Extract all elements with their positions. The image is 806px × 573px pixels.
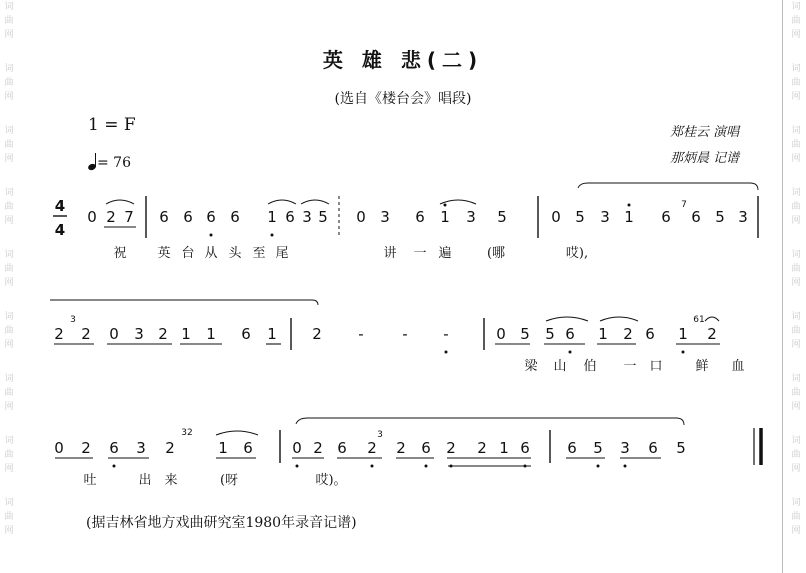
note: 6 — [183, 208, 193, 226]
octave-dot — [450, 465, 453, 468]
watermark-char: 网 — [791, 154, 801, 164]
lyric-syllable: 一 — [623, 359, 637, 374]
note: 1 — [624, 208, 634, 226]
octave-dot — [624, 465, 627, 468]
note: 2 — [367, 439, 377, 457]
watermark-char: 网 — [4, 340, 14, 350]
watermark-char: 词 — [4, 374, 14, 384]
lyric-syllable: 来 — [164, 473, 178, 488]
note: 7 — [124, 208, 134, 226]
note: 6 — [285, 208, 295, 226]
note: 6 — [567, 439, 577, 457]
lyric-syllable: 梁 — [524, 359, 538, 374]
watermark-char: 网 — [791, 92, 801, 102]
watermark-char: 词 — [4, 312, 14, 322]
note: 5 — [715, 208, 725, 226]
watermark-char: 网 — [791, 402, 801, 412]
watermark-char: 词 — [4, 126, 14, 136]
watermark-char: 曲 — [4, 512, 14, 522]
note: 6 — [520, 439, 530, 457]
slur-arc — [546, 317, 588, 321]
note: 1 — [440, 208, 450, 226]
time-signature-bottom: 4 — [54, 221, 66, 239]
note: 3 — [738, 208, 748, 226]
watermark-char: 曲 — [791, 16, 801, 26]
grace-note: 61 — [693, 315, 705, 325]
slur-arc — [600, 317, 638, 321]
watermark-char: 曲 — [4, 388, 14, 398]
lyric-syllable: 遍 — [438, 246, 452, 261]
watermark-char: 曲 — [791, 326, 801, 336]
watermark-char: 网 — [4, 464, 14, 474]
grace-note: 32 — [181, 428, 193, 438]
lyric-syllable: 鲜 — [695, 359, 709, 374]
watermark-char: 网 — [4, 216, 14, 226]
note: 6 — [648, 439, 658, 457]
note: 2 — [707, 325, 717, 343]
note: 2 — [313, 439, 323, 457]
note: 3 — [134, 325, 144, 343]
lyric-syllable: 出 — [138, 473, 152, 488]
slur-arc — [705, 317, 719, 321]
lyric-syllable: 一 — [413, 246, 427, 261]
note: 1 — [218, 439, 228, 457]
watermark-char: 网 — [791, 30, 801, 40]
note: 2 — [106, 208, 116, 226]
note: - — [402, 325, 408, 343]
note: 3 — [600, 208, 610, 226]
octave-dot — [628, 204, 631, 207]
note: 5 — [520, 325, 530, 343]
note: 1 — [206, 325, 216, 343]
note: 0 — [109, 325, 119, 343]
note: 0 — [54, 439, 64, 457]
grace-note: 3 — [70, 315, 76, 325]
octave-dot — [524, 465, 527, 468]
note: - — [443, 325, 449, 343]
octave-dot — [210, 234, 213, 237]
watermark-char: 词 — [791, 126, 801, 136]
watermark-char: 词 — [791, 64, 801, 74]
watermark-char: 词 — [791, 436, 801, 446]
source-footnote: (据吉林省地方戏曲研究室1980年录音记谱) — [86, 515, 357, 531]
transcriber-credit: 那炳晨 记谱 — [670, 151, 740, 166]
watermark-char: 曲 — [4, 202, 14, 212]
phrase-slur — [578, 183, 758, 190]
watermark-char: 曲 — [4, 326, 14, 336]
watermark-char: 词 — [791, 2, 801, 12]
watermark-char: 曲 — [4, 264, 14, 274]
slur-arc — [268, 200, 296, 204]
watermark-char: 网 — [4, 278, 14, 288]
watermark-char: 词 — [4, 498, 14, 508]
lyric-syllable: 从 — [204, 246, 218, 261]
note: 1 — [499, 439, 509, 457]
note: 2 — [54, 325, 64, 343]
octave-dot — [569, 351, 572, 354]
watermark-char: 网 — [791, 464, 801, 474]
watermark-char: 曲 — [791, 450, 801, 460]
watermark-char: 曲 — [4, 16, 14, 26]
note: 6 — [243, 439, 253, 457]
watermark-char: 词 — [4, 64, 14, 74]
note: 6 — [691, 208, 701, 226]
note: 1 — [678, 325, 688, 343]
lyric-syllable: 尾 — [275, 246, 289, 261]
octave-dot — [271, 234, 274, 237]
note: 5 — [593, 439, 603, 457]
lyric-syllable: 山 — [553, 359, 567, 374]
note: 1 — [267, 208, 277, 226]
note: 6 — [661, 208, 671, 226]
lyric-syllable: 哎), — [565, 246, 589, 261]
note: 6 — [109, 439, 119, 457]
phrase-slur — [50, 300, 318, 305]
note: 2 — [158, 325, 168, 343]
note: 6 — [565, 325, 575, 343]
lyric-syllable: 血 — [731, 359, 745, 374]
watermark-char: 网 — [4, 154, 14, 164]
watermark-char: 网 — [4, 30, 14, 40]
watermark-char: 曲 — [4, 78, 14, 88]
lyric-syllable: 口 — [649, 359, 663, 374]
note: 6 — [206, 208, 216, 226]
slur-arc — [301, 200, 329, 204]
time-signature-top: 4 — [54, 197, 66, 215]
watermark-char: 网 — [4, 92, 14, 102]
note: 0 — [356, 208, 366, 226]
note: 0 — [87, 208, 97, 226]
note: 0 — [551, 208, 561, 226]
note: 2 — [477, 439, 487, 457]
octave-dot — [682, 351, 685, 354]
slur-arc — [216, 431, 258, 435]
note: 3 — [380, 208, 390, 226]
watermark-char: 词 — [4, 188, 14, 198]
note: 2 — [165, 439, 175, 457]
song-subtitle: (选自《楼台会》唱段) — [334, 91, 472, 107]
note: 3 — [136, 439, 146, 457]
slur-arc — [440, 200, 476, 204]
note: 2 — [81, 439, 91, 457]
note: 2 — [81, 325, 91, 343]
note: - — [358, 325, 364, 343]
watermark-char: 曲 — [791, 140, 801, 150]
octave-dot — [444, 204, 447, 207]
lyric-syllable: 祝 — [113, 246, 127, 261]
lyric-syllable: 讲 — [383, 246, 397, 261]
watermark-char: 词 — [791, 312, 801, 322]
watermark-char: 网 — [791, 216, 801, 226]
watermark-char: 词 — [4, 250, 14, 260]
octave-dot — [597, 465, 600, 468]
tempo-value: = 76 — [97, 155, 131, 171]
watermark-char: 网 — [791, 278, 801, 288]
lyric-syllable: 哎)。 — [315, 473, 347, 488]
note: 2 — [396, 439, 406, 457]
watermark-char: 词 — [791, 374, 801, 384]
watermark-char: 词 — [791, 498, 801, 508]
watermark-char: 曲 — [791, 388, 801, 398]
note: 6 — [415, 208, 425, 226]
song-title: 英 雄 悲(二) — [322, 48, 484, 72]
note: 5 — [575, 208, 585, 226]
lyric-syllable: 头 — [228, 246, 242, 261]
note: 5 — [497, 208, 507, 226]
lyric-syllable: 伯 — [583, 359, 597, 374]
grace-note: 7 — [681, 200, 687, 210]
watermark-char: 曲 — [791, 78, 801, 88]
note: 0 — [496, 325, 506, 343]
octave-dot — [425, 465, 428, 468]
phrase-slur — [296, 418, 684, 425]
watermark-char: 曲 — [791, 202, 801, 212]
note: 2 — [446, 439, 456, 457]
note: 2 — [312, 325, 322, 343]
lyric-syllable: 台 — [181, 246, 195, 261]
note: 6 — [230, 208, 240, 226]
note: 3 — [466, 208, 476, 226]
watermark-char: 词 — [791, 188, 801, 198]
note: 5 — [676, 439, 686, 457]
watermark-char: 曲 — [4, 140, 14, 150]
note: 6 — [421, 439, 431, 457]
octave-dot — [296, 465, 299, 468]
lyric-syllable: (哪 — [486, 246, 506, 261]
octave-dot — [371, 465, 374, 468]
watermark-char: 网 — [4, 402, 14, 412]
note: 6 — [645, 325, 655, 343]
note: 6 — [337, 439, 347, 457]
key-signature: 1 = F — [88, 115, 136, 135]
lyric-syllable: (呀 — [219, 473, 239, 488]
watermark-char: 词 — [4, 436, 14, 446]
watermark-char: 网 — [4, 526, 14, 536]
note: 6 — [241, 325, 251, 343]
watermark-char: 词 — [791, 250, 801, 260]
octave-dot — [113, 465, 116, 468]
watermark-char: 曲 — [791, 512, 801, 522]
note: 3 — [620, 439, 630, 457]
note: 0 — [292, 439, 302, 457]
watermark-char: 网 — [791, 340, 801, 350]
watermark-char: 曲 — [4, 450, 14, 460]
note: 2 — [623, 325, 633, 343]
slur-arc — [106, 200, 134, 204]
grace-note: 3 — [377, 430, 383, 440]
note: 5 — [318, 208, 328, 226]
note: 6 — [159, 208, 169, 226]
note: 5 — [545, 325, 555, 343]
lyric-syllable: 英 — [157, 246, 171, 261]
watermark-char: 词 — [4, 2, 14, 12]
note: 1 — [267, 325, 277, 343]
note: 1 — [598, 325, 608, 343]
note: 1 — [181, 325, 191, 343]
octave-dot — [445, 351, 448, 354]
lyric-syllable: 至 — [252, 246, 266, 261]
watermark-char: 网 — [791, 526, 801, 536]
watermark-char: 曲 — [791, 264, 801, 274]
performer-credit: 郑桂云 演唱 — [670, 125, 740, 140]
note: 3 — [302, 208, 312, 226]
lyric-syllable: 吐 — [83, 473, 97, 488]
